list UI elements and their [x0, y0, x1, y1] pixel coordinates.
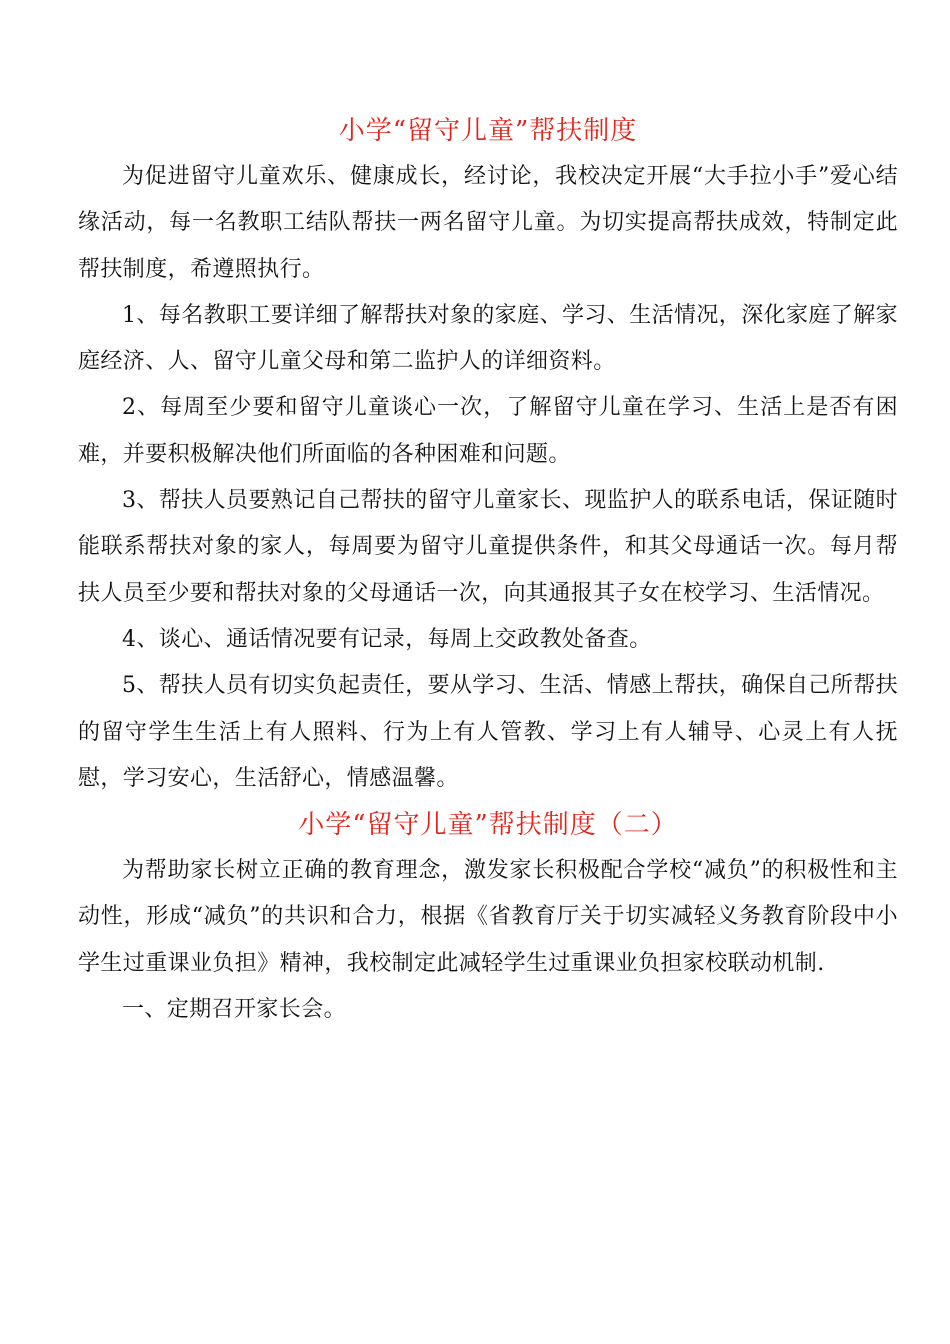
section-1-paragraph-rule-5: 5、帮扶人员有切实负起责任，要从学习、生活、情感上帮扶，确保自己所帮扶的留守学生生活上有人照料、行为上有人管教、学习上有人辅导、心灵上有人抚慰，学习安心，生活舒心，情感温馨。: [78, 673, 898, 791]
section-1-paragraph-rule-3: 3、帮扶人员要熟记自己帮扶的留守儿童家长、现监护人的联系电话，保证随时能联系帮扶对象的家人，每周要为留守儿童提供条件，和其父母通话一次。每月帮扶人员至少要和帮扶对象的父母通话一次，向其通报其子女在校学习、生活情况。: [78, 488, 898, 606]
section-2-paragraph-item-1: 一、定期召开家长会。: [122, 997, 347, 1023]
section-2-title: 小学“留守儿童”帮扶制度（二）: [298, 810, 678, 841]
section-1-paragraph-rule-4: 4、谈心、通话情况要有记录，每周上交政教处备查。: [122, 626, 652, 652]
section-1-paragraph-intro: 为促进留守儿童欢乐、健康成长，经讨论，我校决定开展“大手拉小手”爱心结缘活动，每一名教职工结队帮扶一两名留守儿童。为切实提高帮扶成效，特制定此帮扶制度，希遵照执行。: [78, 164, 898, 282]
section-1-title: 小学“留守儿童”帮扶制度: [338, 116, 638, 146]
section-2-paragraph-intro: 为帮助家长树立正确的教育理念，激发家长积极配合学校“减负”的积极性和主动性，形成“减负”的共识和合力，根据《省教育厅关于切实减轻义务教育阶段中小学生过重课业负担》精神，我校制定此减轻学生过重课业负担家校联动机制.: [78, 858, 898, 976]
section-1-paragraph-rule-1: 1、每名教职工要详细了解帮扶对象的家庭、学习、生活情况，深化家庭了解家庭经济、人、留守儿童父母和第二监护人的详细资料。: [78, 302, 898, 375]
section-1-paragraph-rule-2: 2、每周至少要和留守儿童谈心一次，了解留守儿童在学习、生活上是否有困难，并要积极解决他们所面临的各种困难和问题。: [78, 395, 898, 467]
document-body: [78, 108, 898, 1033]
